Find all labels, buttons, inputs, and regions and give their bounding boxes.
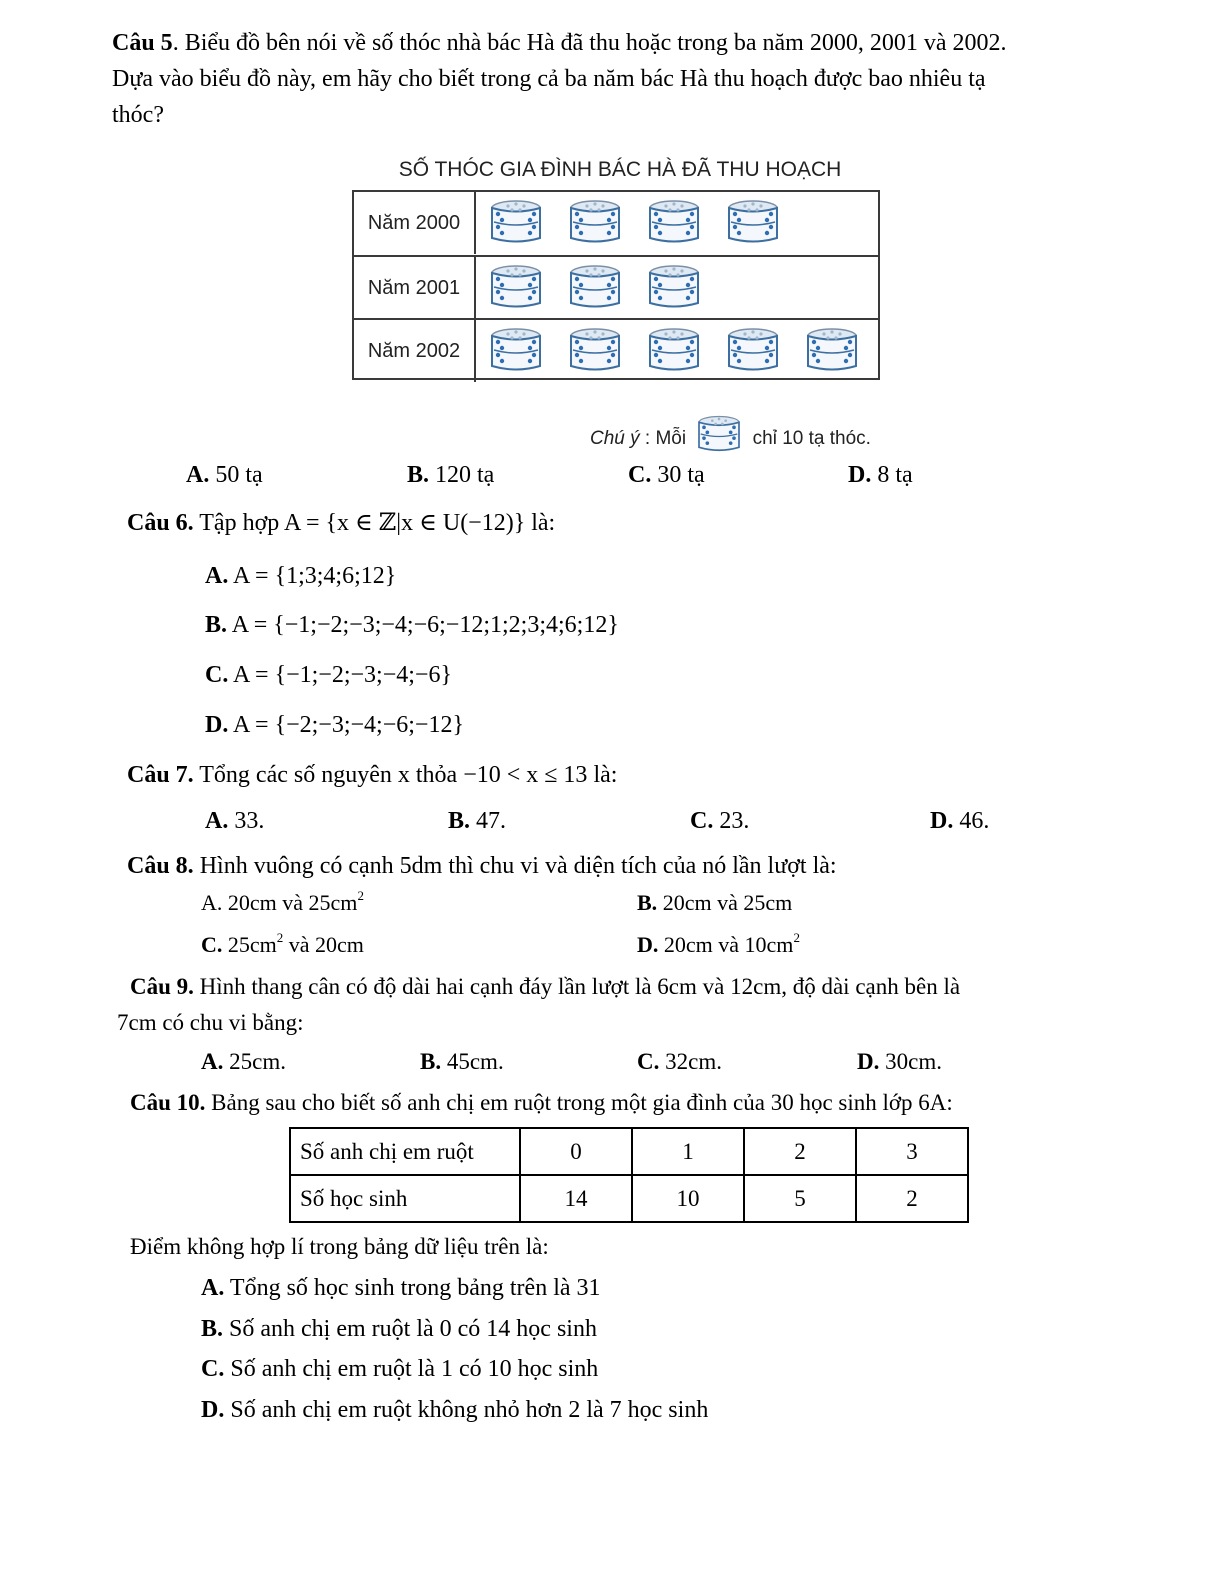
q8-option-c[interactable] xyxy=(201,932,364,958)
table-cell: 10 xyxy=(632,1175,744,1222)
pictograph-chart xyxy=(340,150,900,449)
chart-row-2000 xyxy=(354,192,878,254)
chart-row-2002 xyxy=(354,318,878,382)
q7-option-b[interactable] xyxy=(448,808,506,835)
rice-basket-icon xyxy=(646,326,702,374)
option-text: 45cm. xyxy=(441,1049,504,1074)
option-text: 25 xyxy=(222,932,250,957)
q10-question: Điểm không hợp lí trong bảng dữ liệu trên là: xyxy=(130,1234,549,1259)
option-text: A = {−1;−2;−3;−4;−6;−12;1;2;3;4;6;12} xyxy=(231,612,619,638)
option-letter: C. xyxy=(205,662,229,688)
q5-text-1: . Biểu đồ bên nói về số thóc nhà bác Hà đã thu hoặc trong ba năm 2000, 2001 và 2002. xyxy=(172,30,1007,56)
q10-option-d[interactable] xyxy=(201,1397,708,1424)
sibling-data-table xyxy=(289,1127,969,1223)
table-cell: 2 xyxy=(744,1128,856,1175)
option-letter: C. xyxy=(628,462,652,488)
q6-text-end: là: xyxy=(525,510,556,536)
option-letter: B. xyxy=(420,1049,442,1074)
q7-text: Tổng các số nguyên x thỏa xyxy=(193,762,464,788)
q9-option-a[interactable] xyxy=(201,1049,286,1075)
table-cell: 5 xyxy=(744,1175,856,1222)
rice-basket-icon xyxy=(725,198,781,246)
superscript: 2 xyxy=(276,930,284,945)
q7-option-a[interactable] xyxy=(205,808,264,835)
q9-line2: 7cm có chu vi bằng: xyxy=(117,1010,304,1035)
q10-option-c[interactable] xyxy=(201,1356,598,1383)
table-row xyxy=(290,1175,968,1222)
q6-label: Câu 6. xyxy=(127,510,194,536)
chart-row-2001 xyxy=(354,255,878,319)
q9-text-1: Hình thang cân có độ dài hai cạnh đáy lần lượt là 6cm và 12cm, độ dài cạnh bên là xyxy=(193,974,961,999)
table-cell: 1 xyxy=(632,1128,744,1175)
option-text: Số anh chị em ruột là 1 có 10 học sinh xyxy=(224,1356,599,1382)
option-text: 46. xyxy=(953,808,990,834)
option-text: 8 tạ xyxy=(871,462,913,488)
rice-basket-icon xyxy=(725,326,781,374)
q9-option-d[interactable] xyxy=(857,1049,942,1075)
q6-option-d[interactable] xyxy=(205,712,464,739)
option-unit: cm xyxy=(249,932,277,957)
q5-label: Câu 5 xyxy=(112,30,173,56)
q6-stem xyxy=(127,508,555,537)
q9-option-c[interactable] xyxy=(637,1049,722,1075)
option-text: Tổng số học sinh trong bảng trên là 31 xyxy=(224,1275,601,1301)
option-letter: D. xyxy=(637,932,659,957)
option-text: 50 tạ xyxy=(209,462,263,488)
rice-basket-icon xyxy=(488,263,544,311)
option-letter: B. xyxy=(407,462,430,488)
option-letter: A xyxy=(201,890,217,915)
option-letter: B. xyxy=(448,808,471,834)
rice-basket-icon xyxy=(567,198,623,246)
q8-stem xyxy=(127,853,837,880)
q8-text: Hình vuông có cạnh 5dm thì chu vi và diện tích của nó lần lượt là: xyxy=(193,853,837,879)
rice-basket-icon xyxy=(567,263,623,311)
rice-basket-icon xyxy=(646,263,702,311)
rice-basket-icon xyxy=(695,414,743,454)
option-tail: và 20cm xyxy=(283,932,364,957)
option-letter: B. xyxy=(201,1316,224,1342)
rice-basket-icon xyxy=(804,326,860,374)
option-text: 47. xyxy=(470,808,507,834)
option-text: 30 tạ xyxy=(651,462,705,488)
q8-label: Câu 8. xyxy=(127,853,194,879)
option-letter: C. xyxy=(637,1049,660,1074)
option-text: A = {1;3;4;6;12} xyxy=(233,563,397,589)
superscript: 2 xyxy=(357,888,364,903)
option-text: 23. xyxy=(713,808,750,834)
table-cell: 14 xyxy=(520,1175,632,1222)
q9-line1 xyxy=(130,974,960,1000)
option-letter: B. xyxy=(637,890,658,915)
table-cell: 2 xyxy=(856,1175,968,1222)
q5-option-b[interactable] xyxy=(407,462,494,489)
option-text: . 20cm và 25 xyxy=(216,890,331,915)
q5-option-c[interactable] xyxy=(628,462,705,489)
q10-text: Bảng sau cho biết số anh chị em ruột trong một gia đình của 30 học sinh lớp 6A: xyxy=(205,1090,953,1115)
option-unit: cm xyxy=(766,932,794,957)
q9-label: Câu 9. xyxy=(130,974,194,999)
option-text: 30cm. xyxy=(879,1049,942,1074)
q6-option-a[interactable] xyxy=(205,563,396,590)
q6-set-expr: A = {x ∈ ℤ|x ∈ U(−12)} xyxy=(283,510,526,536)
q10-option-a[interactable] xyxy=(201,1275,601,1302)
option-letter: B. xyxy=(205,612,228,638)
option-letter: D. xyxy=(201,1397,225,1423)
q7-option-c[interactable] xyxy=(690,808,749,835)
option-letter: D. xyxy=(930,808,954,834)
q10-label: Câu 10. xyxy=(130,1090,206,1115)
chart-row-label: Năm 2001 xyxy=(354,257,476,319)
q5-option-a[interactable] xyxy=(186,462,263,489)
chart-row-label: Năm 2000 xyxy=(354,192,476,254)
option-text: 25cm. xyxy=(223,1049,286,1074)
option-letter: D. xyxy=(848,462,872,488)
option-letter: A. xyxy=(205,563,229,589)
option-letter: D. xyxy=(857,1049,880,1074)
q7-label: Câu 7. xyxy=(127,762,194,788)
chart-note-prefix: Chú ý xyxy=(590,428,640,449)
option-letter: A. xyxy=(205,808,229,834)
option-letter: C. xyxy=(690,808,714,834)
option-text: Số anh chị em ruột là 0 có 14 học sinh xyxy=(223,1316,597,1342)
option-text: Số anh chị em ruột không nhỏ hơn 2 là 7 học sinh xyxy=(224,1397,709,1423)
table-header-cell: Số học sinh xyxy=(290,1175,520,1222)
q6-text: Tập hợp xyxy=(193,510,284,536)
option-text: 32cm. xyxy=(659,1049,722,1074)
table-row xyxy=(290,1128,968,1175)
q9-option-b[interactable] xyxy=(420,1049,504,1075)
option-text: A = {−1;−2;−3;−4;−6} xyxy=(233,662,452,688)
rice-basket-icon xyxy=(646,198,702,246)
rice-basket-icon xyxy=(488,326,544,374)
q5-line1 xyxy=(112,30,1007,57)
q6-option-b[interactable] xyxy=(205,612,619,639)
rice-basket-icon xyxy=(488,198,544,246)
q7-expr: −10 < x ≤ 13 xyxy=(463,762,588,788)
q5-line3: thóc? xyxy=(112,102,164,128)
superscript: 2 xyxy=(793,930,800,945)
option-text: A = {−2;−3;−4;−6;−12} xyxy=(233,712,464,738)
chart-table xyxy=(352,190,880,380)
q8-option-b[interactable] xyxy=(637,890,792,916)
q7-text-end: là: xyxy=(587,762,618,788)
option-letter: C. xyxy=(201,932,223,957)
chart-row-label: Năm 2002 xyxy=(354,320,476,382)
option-text: 20cm và 10 xyxy=(658,932,767,957)
q8-option-a[interactable] xyxy=(201,890,364,916)
chart-note xyxy=(590,404,871,450)
option-letter: D. xyxy=(205,712,229,738)
option-letter: A. xyxy=(186,462,210,488)
chart-note-mid: : Mỗi xyxy=(639,428,687,449)
option-letter: C. xyxy=(201,1356,225,1382)
option-text: 20cm và 25cm xyxy=(657,890,793,915)
q10-stem xyxy=(130,1090,953,1116)
table-header-cell: Số anh chị em ruột xyxy=(290,1128,520,1175)
option-text: 33. xyxy=(228,808,265,834)
q8-option-d[interactable] xyxy=(637,932,800,958)
q5-line2: Dựa vào biểu đồ này, em hãy cho biết trong cả ba năm bác Hà thu hoạch được bao nhiêu tạ xyxy=(112,66,986,92)
option-letter: A. xyxy=(201,1049,224,1074)
q10-option-b[interactable] xyxy=(201,1316,597,1343)
option-text: 120 tạ xyxy=(429,462,495,488)
q5-option-d[interactable] xyxy=(848,462,913,489)
q7-stem xyxy=(127,762,617,789)
q7-option-d[interactable] xyxy=(930,808,989,835)
q6-option-c[interactable] xyxy=(205,662,452,689)
chart-note-suffix: chỉ 10 tạ thóc. xyxy=(752,428,871,449)
rice-basket-icon xyxy=(567,326,623,374)
table-cell: 3 xyxy=(856,1128,968,1175)
option-letter: A. xyxy=(201,1275,225,1301)
chart-title: SỐ THÓC GIA ĐÌNH BÁC HÀ ĐÃ THU HOẠCH xyxy=(398,158,842,181)
option-unit: cm xyxy=(330,890,358,915)
table-cell: 0 xyxy=(520,1128,632,1175)
